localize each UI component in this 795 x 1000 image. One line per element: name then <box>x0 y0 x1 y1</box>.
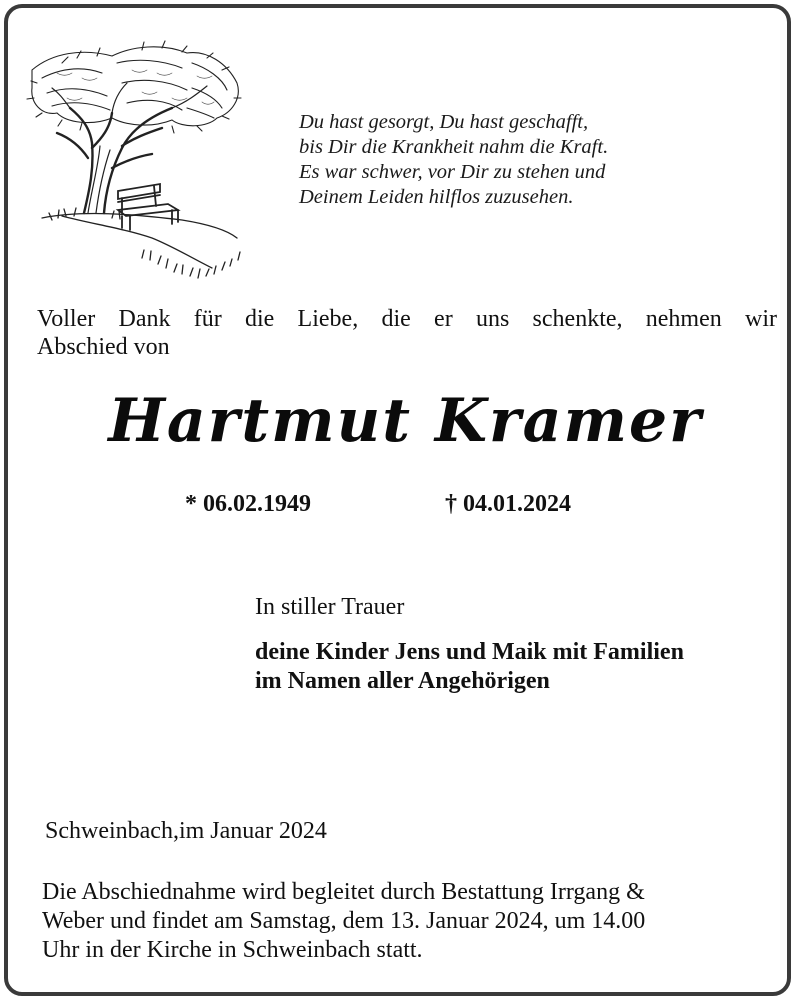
intro-line: Voller Dank für die Liebe, die er uns schenkte, nehmen wir <box>37 306 777 332</box>
death-date: † 04.01.2024 <box>445 491 571 517</box>
family-line: im Namen aller Angehörigen <box>255 668 550 694</box>
intro-text <box>37 305 777 361</box>
poem-line: bis Dir die Krankheit nahm die Kraft. <box>299 136 609 158</box>
poem <box>299 110 719 210</box>
tree-with-bench-icon <box>22 28 252 286</box>
farewell-line: Weber und findet am Samstag, dem 13. Januar 2024, um 14.00 <box>42 908 646 934</box>
farewell-line: Uhr in der Kirche in Schweinbach statt. <box>42 937 423 963</box>
family-line: deine Kinder Jens und Maik mit Familien <box>255 639 684 665</box>
place-date: Schweinbach,im Januar 2024 <box>45 818 327 844</box>
family-signature <box>255 638 684 696</box>
notice-frame <box>4 4 791 996</box>
poem-line: Du hast gesorgt, Du hast geschafft, <box>299 111 589 133</box>
farewell-notice <box>42 878 777 965</box>
mourning-label: In stiller Trauer <box>255 594 405 620</box>
intro-line: Abschied von <box>37 334 170 360</box>
poem-line: Es war schwer, vor Dir zu stehen und <box>299 161 606 183</box>
deceased-name: Hartmut Kramer <box>108 386 703 456</box>
farewell-line: Die Abschiednahme wird begleitet durch Bestattung Irrgang & <box>42 879 645 905</box>
poem-line: Deinem Leiden hilflos zuzusehen. <box>299 186 574 208</box>
birth-date: * 06.02.1949 <box>185 491 311 517</box>
